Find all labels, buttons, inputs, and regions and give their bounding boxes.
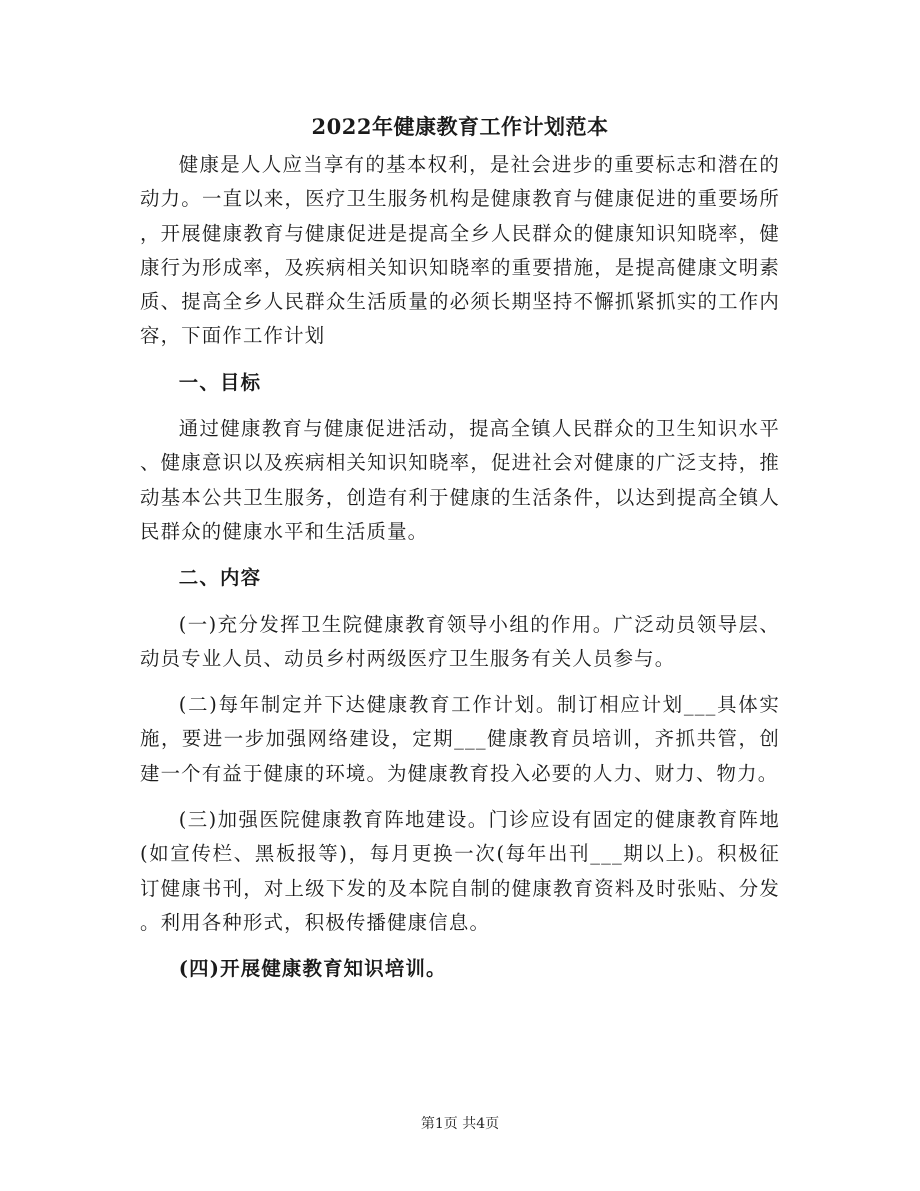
content-item-2: (二)每年制定并下达健康教育工作计划。制订相应计划___具体实施，要进一步加强网络建设，定期___健康教育员培训，齐抓共管，创建一个有益于健康的环境。为健康教育投入必要的人力、财力、物力。 <box>140 693 780 785</box>
content-item-3: (三)加强医院健康教育阵地建设。门诊应设有固定的健康教育阵地(如宣传栏、黑板报等)，每月更换一次(每年出刊___期以上)。积极征订健康书刊，对上级下发的及本院自制的健康教育资料及时张贴、分发。利用各种形式，积极传播健康信息。 <box>140 808 780 934</box>
spacer <box>140 940 780 952</box>
spacer <box>140 549 780 561</box>
page-number: 第1页 共4页 <box>420 1116 500 1132</box>
section-heading-content: 二、内容 <box>178 566 262 590</box>
intro-paragraph: 健康是人人应当享有的基本权利，是社会进步的重要标志和潜在的动力。一直以来，医疗卫生服务机构是健康教育与健康促进的重要场所，开展健康教育与健康促进是提高全乡人民群众的健康知识知晓率，健康行为形成率，及疾病相关知识知晓率的重要措施，是提高健康文明素质、提高全乡人民群众生活质量的必须长期坚持不懈抓紧抓实的工作内容，下面作工作计划 <box>140 153 780 348</box>
goal-paragraph: 通过健康教育与健康促进活动，提高全镇人民群众的卫生知识水平、健康意识以及疾病相关知识知晓率，促进社会对健康的广泛支持，推动基本公共卫生服务，创造有利于健康的生活条件，以达到提高全镇人民群众的健康水平和生活质量。 <box>140 417 780 543</box>
spacer <box>140 676 780 688</box>
spacer <box>140 596 780 608</box>
content-item-4-heading: (四)开展健康教育知识培训。 <box>178 957 447 981</box>
document-body <box>140 148 780 987</box>
document-title: 2022年健康教育工作计划范本 <box>311 114 609 139</box>
spacer <box>140 400 780 412</box>
spacer <box>140 791 780 803</box>
spacer <box>140 354 780 366</box>
section-heading-goal: 一、目标 <box>178 370 262 394</box>
content-item-1: (一)充分发挥卫生院健康教育领导小组的作用。广泛动员领导层、动员专业人员、动员乡村两级医疗卫生服务有关人员参与。 <box>140 612 780 670</box>
